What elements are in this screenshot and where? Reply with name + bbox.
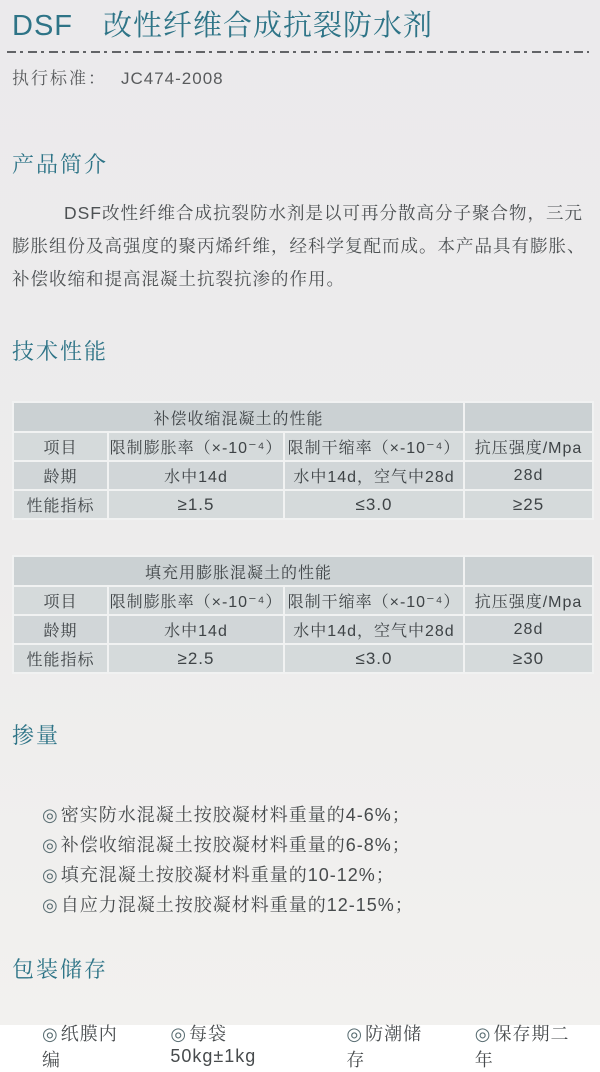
- table-compensating-shrinkage: [12, 401, 594, 520]
- packaging-item-text: 每袋50kg±1kg: [170, 1024, 257, 1066]
- table-cell: 龄期: [13, 615, 108, 644]
- packaging-item-text: 防潮储存: [346, 1024, 423, 1070]
- table-title-empty-cell: [464, 402, 593, 432]
- col-header: 限制干缩率（×-10⁻⁴）: [284, 432, 464, 461]
- table-title-row: [13, 402, 593, 432]
- bullseye-bullet-icon: ◎: [42, 1024, 59, 1044]
- packaging-item: [475, 1020, 588, 1072]
- col-header: 限制膨胀率（×-10⁻⁴）: [108, 586, 284, 615]
- table-header-row: [13, 586, 593, 615]
- bullseye-bullet-icon: ◎: [42, 865, 59, 885]
- list-item-text: 补偿收缩混凝土按胶凝材料重量的6-8%；: [60, 835, 411, 855]
- bullseye-bullet-icon: ◎: [474, 1024, 492, 1044]
- table-cell: 水中14d: [108, 615, 284, 644]
- bullseye-bullet-icon: ◎: [42, 895, 59, 915]
- col-header: 限制干缩率（×-10⁻⁴）: [284, 586, 464, 615]
- table-title-empty-cell: [464, 556, 593, 586]
- table-filling-expansion: [12, 555, 594, 674]
- dashdot-divider: [7, 51, 589, 53]
- table-header-row: [13, 432, 593, 461]
- table-cell: 水中14d，空气中28d: [284, 615, 464, 644]
- table-cell: 水中14d，空气中28d: [284, 461, 464, 490]
- table-cell: ≤3.0: [284, 644, 464, 673]
- table-title: 补偿收缩混凝土的性能: [13, 402, 464, 432]
- table-cell: 28d: [464, 461, 593, 490]
- table-cell: 龄期: [13, 461, 108, 490]
- list-item: [42, 890, 588, 920]
- table-cell: ≥30: [464, 644, 593, 673]
- packaging-item-text: 纸膜内编: [42, 1024, 118, 1070]
- section-heading-intro: 产品简介: [12, 152, 109, 177]
- table-cell: 性能指标: [13, 644, 108, 673]
- bullseye-bullet-icon: ◎: [346, 1024, 364, 1044]
- table-cell: ≥2.5: [108, 644, 284, 673]
- list-item-text: 密实防水混凝土按胶凝材料重量的4-6%；: [60, 805, 411, 825]
- list-item: [42, 800, 588, 830]
- bullseye-bullet-icon: ◎: [42, 805, 59, 825]
- packaging-item: [346, 1020, 440, 1072]
- page-title: DSF 改性纤维合成抗裂防水剂: [12, 10, 434, 42]
- dosage-list: [42, 800, 588, 920]
- table-cell: 性能指标: [13, 490, 108, 519]
- packaging-item: [170, 1020, 312, 1072]
- bullseye-bullet-icon: ◎: [42, 835, 59, 855]
- packaging-row: [42, 1020, 588, 1072]
- table-cell: ≥1.5: [108, 490, 284, 519]
- list-item: [42, 860, 588, 890]
- packaging-item: [42, 1020, 136, 1072]
- list-item-text: 自应力混凝土按胶凝材料重量的12-15%；: [60, 895, 414, 915]
- col-header: 限制膨胀率（×-10⁻⁴）: [108, 432, 284, 461]
- table-row: [13, 490, 593, 519]
- section-heading-technical: 技术性能: [12, 339, 109, 364]
- standard-label: 执行标准：: [12, 69, 107, 88]
- col-header: 项目: [13, 432, 108, 461]
- table-row: [13, 615, 593, 644]
- col-header: 抗压强度/Mpa: [464, 432, 593, 461]
- section-heading-packaging: 包装储存: [12, 957, 109, 982]
- list-item: [42, 830, 588, 860]
- table-title-row: [13, 556, 593, 586]
- table-cell: ≥25: [464, 490, 593, 519]
- col-header: 项目: [13, 586, 108, 615]
- standard-line: [12, 64, 588, 89]
- table-row: [13, 461, 593, 490]
- table-cell: 28d: [464, 615, 593, 644]
- table-title: 填充用膨胀混凝土的性能: [13, 556, 464, 586]
- packaging-item-text: 保存期二年: [474, 1024, 570, 1070]
- intro-paragraph: DSF改性纤维合成抗裂防水剂是以可再分散高分子聚合物，三元膨胀组份及高强度的聚丙烯纤维，经科学复配而成。本产品具有膨胀、补偿收缩和提高混凝土抗裂抗渗的作用。: [12, 203, 586, 289]
- standard-value: JC474-2008: [121, 69, 224, 88]
- table-cell: ≤3.0: [284, 490, 464, 519]
- col-header: 抗压强度/Mpa: [464, 586, 593, 615]
- table-cell: 水中14d: [108, 461, 284, 490]
- section-heading-dosage: 掺量: [12, 723, 61, 748]
- table-row: [13, 644, 593, 673]
- list-item-text: 填充混凝土按胶凝材料重量的10-12%；: [60, 865, 395, 885]
- bullseye-bullet-icon: ◎: [170, 1024, 188, 1044]
